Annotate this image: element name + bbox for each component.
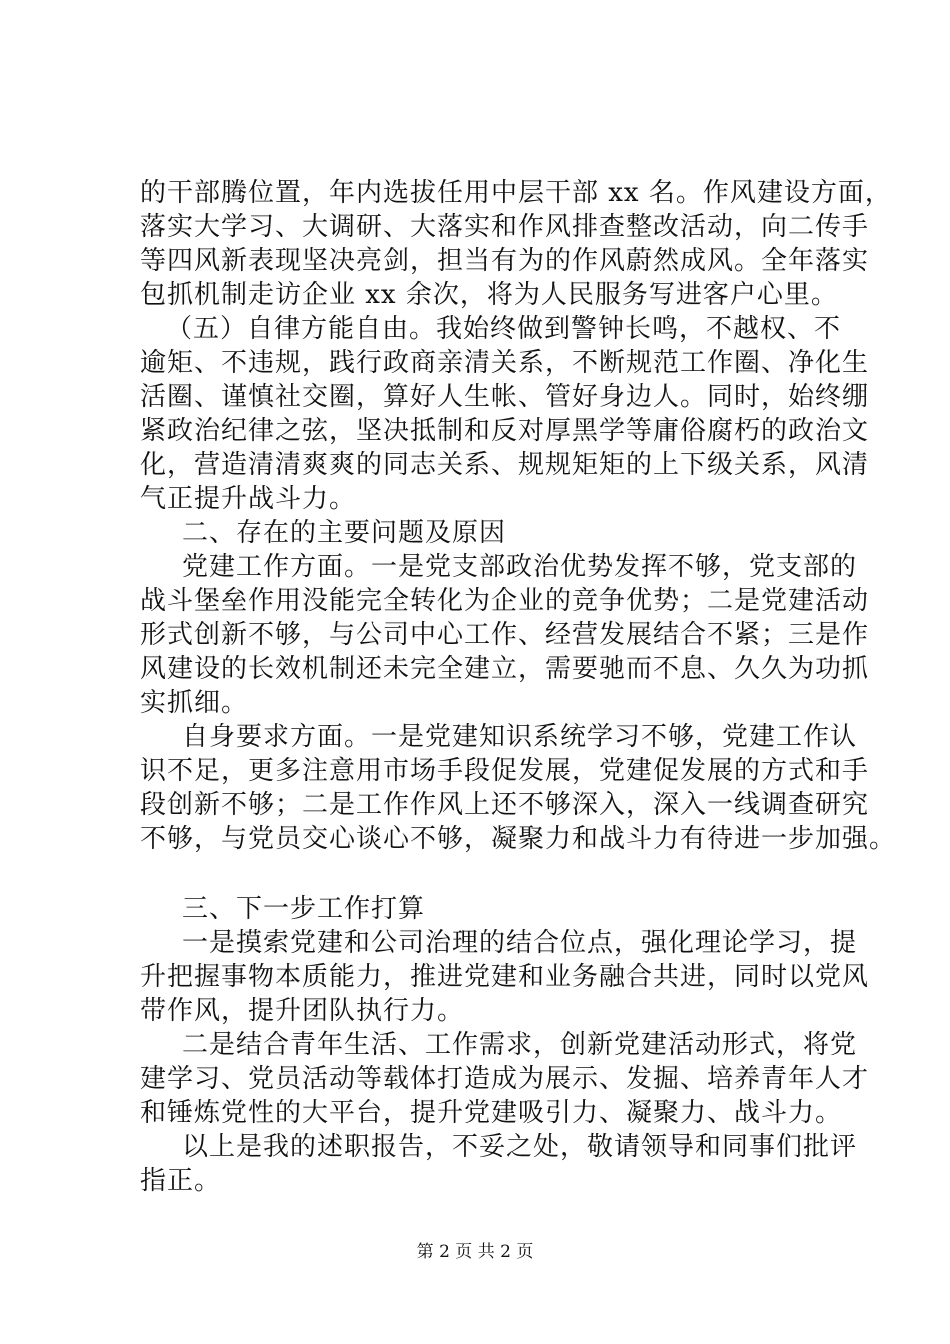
text-line: 段创新不够；二是工作作风上还不够深入，深入一线调查研究 (140, 790, 870, 820)
text-line: 风建设的长效机制还未完全建立，需要驰而不息、久久为功抓 (140, 654, 870, 684)
text-line: 实抓细。 (140, 688, 249, 718)
text-line: 紧政治纪律之弦，坚决抵制和反对厚黑学等庸俗腐朽的政治文 (140, 416, 870, 446)
text-line: 识不足，更多注意用市场手段促发展，党建促发展的方式和手 (140, 756, 870, 786)
text-line: 自身要求方面。一是党建知识系统学习不够，党建工作认 (182, 722, 858, 752)
text-line: 逾矩、不违规，践行政商亲清关系，不断规范工作圈、净化生 (140, 348, 870, 378)
text-line: 不够，与党员交心谈心不够，凝聚力和战斗力有待进一步加强。 (140, 824, 897, 854)
text-line: 建学习、党员活动等载体打造成为展示、发掘、培养青年人才 (140, 1064, 870, 1094)
text-line: （五）自律方能自由。我始终做到警钟长鸣，不越权、不 (166, 314, 842, 344)
text-line: 形式创新不够，与公司中心工作、经营发展结合不紧；三是作 (140, 620, 870, 650)
text-line: 落实大学习、大调研、大落实和作风排查整改活动，向二传手 (140, 212, 870, 242)
text-line: 二是结合青年生活、工作需求，创新党建活动形式，将党 (182, 1030, 858, 1060)
text-line: 的干部腾位置，年内选拔任用中层干部 xx 名。作风建设方面， (140, 178, 892, 208)
text-line: 指正。 (140, 1166, 222, 1196)
text-line: 化，营造清清爽爽的同志关系、规规矩矩的上下级关系，风清 (140, 450, 870, 480)
text-line: 升把握事物本质能力，推进党建和业务融合共进，同时以党风 (140, 962, 870, 992)
text-line: 带作风，提升团队执行力。 (140, 996, 465, 1026)
text-line: 活圈、谨慎社交圈，算好人生帐、管好身边人。同时，始终绷 (140, 382, 870, 412)
text-line: 以上是我的述职报告，不妥之处，敬请领导和同事们批评 (182, 1132, 858, 1162)
text-line: 等四风新表现坚决亮剑，担当有为的作风蔚然成风。全年落实 (140, 246, 870, 276)
section-heading: 三、下一步工作打算 (182, 894, 426, 924)
text-line: 党建工作方面。一是党支部政治优势发挥不够，党支部的 (182, 552, 858, 582)
section-heading: 二、存在的主要问题及原因 (182, 518, 507, 548)
text-line: 一是摸索党建和公司治理的结合位点，强化理论学习，提 (182, 928, 858, 958)
page-footer: 第 2 页 共 2 页 (416, 1242, 534, 1262)
text-line: 气正提升战斗力。 (140, 484, 357, 514)
text-line: 包抓机制走访企业 xx 余次，将为人民服务写进客户心里。 (140, 280, 838, 310)
text-line: 战斗堡垒作用没能完全转化为企业的竞争优势；二是党建活动 (140, 586, 870, 616)
text-line: 和锤炼党性的大平台，提升党建吸引力、凝聚力、战斗力。 (140, 1098, 843, 1128)
